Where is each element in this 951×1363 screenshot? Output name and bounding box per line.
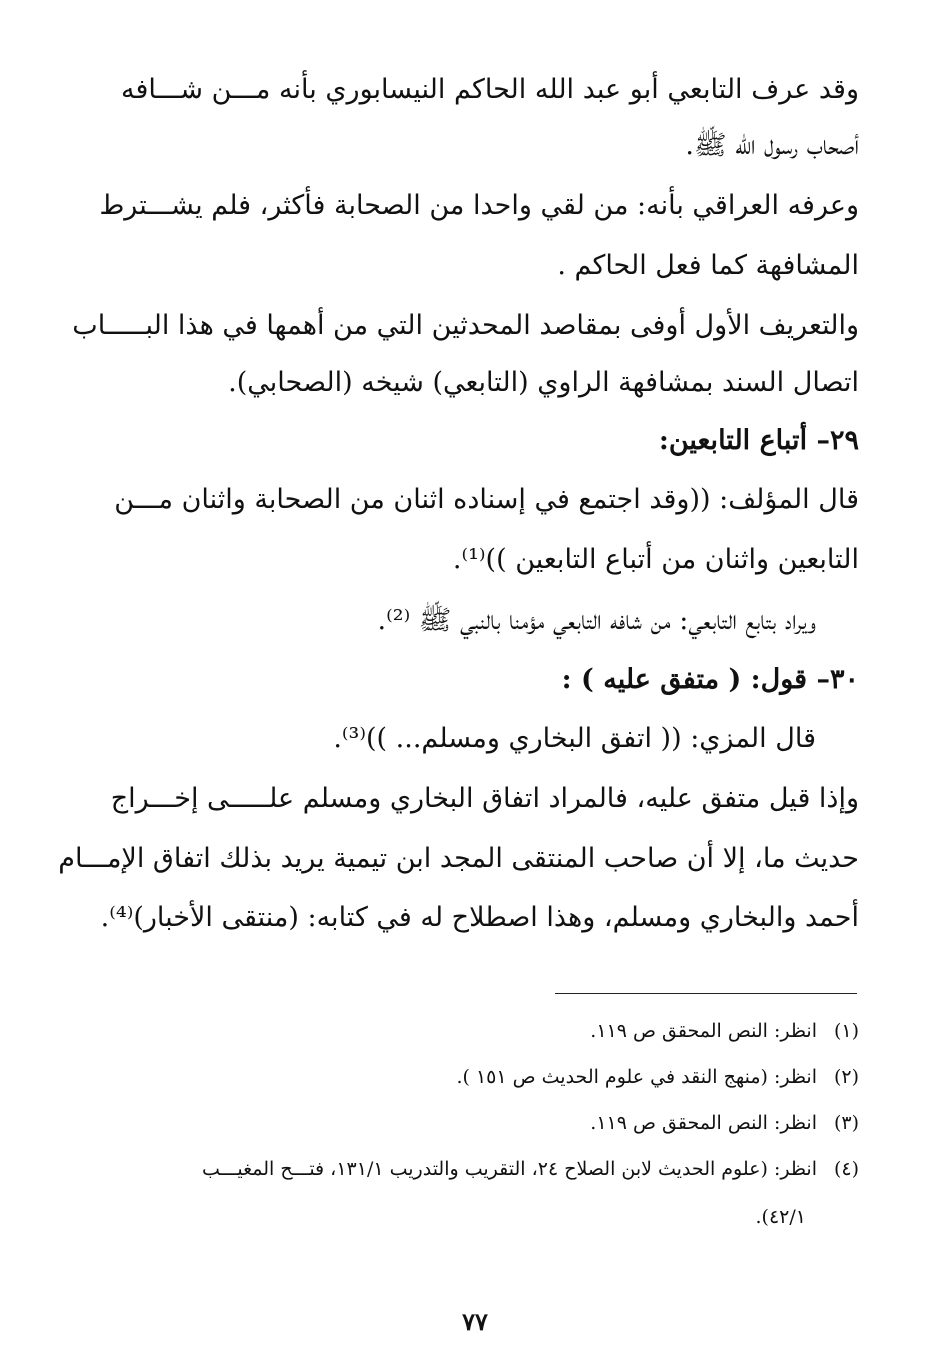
page-number: ٧٧ [462,1307,488,1336]
footnote-2 [121,1062,859,1092]
paragraph-7-line-1: وإذا قيل متفق عليه، فالمراد اتفاق البخاري ومسلم علـــــى إخـــراج [110,783,859,814]
footnote-text: انظر: (منهج النقد في علوم الحديث ص ١٥١ ). [456,1066,817,1088]
paragraph-4-line-1: قال المؤلف: ((وقد اجتمع في إسناده اثنان من الصحابة واثنان مـــن [114,484,859,515]
footnote-3 [121,1108,859,1138]
paragraph-6-line-1: قال المزي: (( اتفق البخاري ومسلم... ))⁽³⁾. [333,723,816,754]
section-heading-29: ٢٩– أتباع التابعين: [658,425,859,456]
footnote-number: (٤) [833,1158,859,1180]
footnote-4 [121,1154,859,1184]
footnote-number: (٢) [833,1066,859,1088]
paragraph-2-line-1: وعرفه العراقي بأنه: من لقي واحدا من الصحابة فأكثر، فلم يشـــترط [99,190,859,221]
paragraph-5-line-1: ويراد بتابع التابعي: من شافه التابعي مؤمنا بالنبي ﷺ ⁽²⁾. [377,605,816,636]
paragraph-1-line-1: وقد عرف التابعي أبو عبد الله الحاكم النيسابوري بأنه مـــن شـــافه [121,74,859,105]
footnote-4-continuation: ٤٢/١). [755,1206,806,1228]
footnote-text: انظر: النص المحقق ص ١١٩. [590,1020,817,1042]
footnote-number: (١) [833,1020,859,1042]
footnote-1 [121,1016,859,1046]
paragraph-7-line-3: أحمد والبخاري ومسلم، وهذا اصطلاح له في كتابه: (منتقى الأخبار)⁽⁴⁾. [100,902,859,933]
paragraph-4-line-2: التابعين واثنان من أتباع التابعين ))⁽¹⁾. [452,544,859,575]
footnote-text: انظر: النص المحقق ص ١١٩. [590,1112,817,1134]
paragraph-2-line-2: المشافهة كما فعل الحاكم . [557,250,859,281]
footnote-number: (٣) [833,1112,859,1134]
section-heading-30: ٣٠– قول: ( متفق عليه ) : [561,664,859,695]
paragraph-1-line-2: أصحاب رسول الله ﷺ. [685,130,859,161]
footnote-text: انظر: (علوم الحديث لابن الصلاح ٢٤، التقريب والتدريب ١٣١/١، فتـــح المغيـــب [202,1158,817,1180]
paragraph-7-line-2: حديث ما، إلا أن صاحب المنتقى المجد ابن تيمية يريد بذلك اتفاق الإمـــام [58,843,859,874]
footnote-separator [555,993,857,994]
paragraph-3-line-2: اتصال السند بمشافهة الراوي (التابعي) شيخه (الصحابي). [228,367,859,398]
paragraph-3-line-1: والتعريف الأول أوفى بمقاصد المحدثين التي من أهمها في هذا البـــــاب [72,310,859,341]
